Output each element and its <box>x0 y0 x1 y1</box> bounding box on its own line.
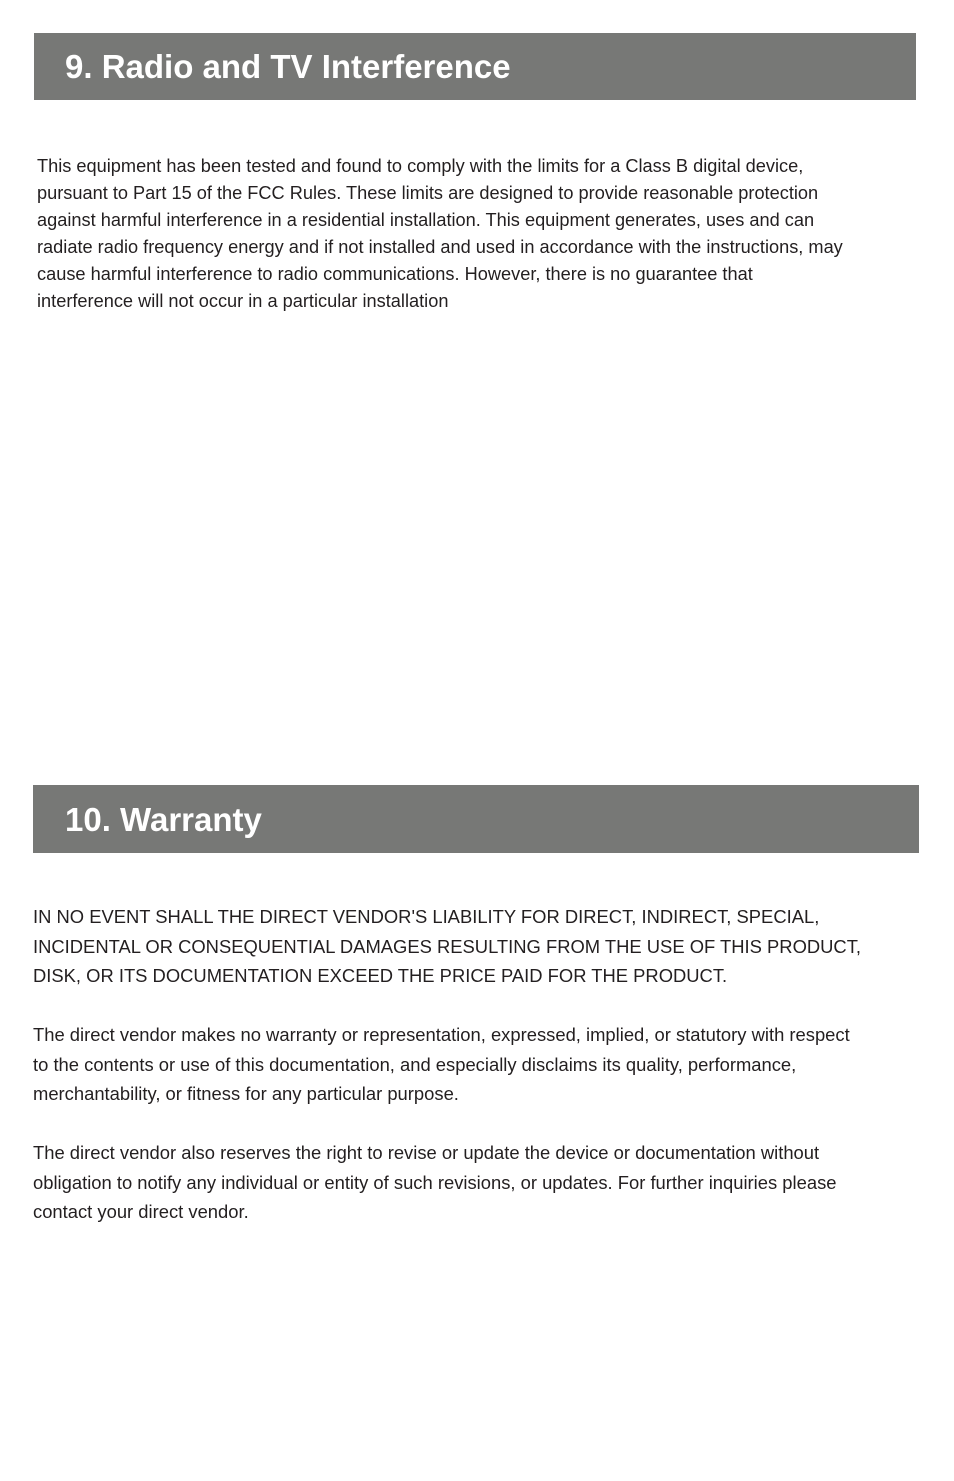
section-9-heading: 9. Radio and TV Interference <box>34 33 916 100</box>
section-10-heading: 10. Warranty <box>33 785 919 853</box>
warranty-revision-paragraph: The direct vendor also reserves the right to revise or update the device or documentation without obligation to notify any individual or entity of such revisions, or updates. For further inquiries please contact your direct vendor. <box>33 1142 837 1222</box>
warranty-disclaimer-paragraph: The direct vendor makes no warranty or representation, expressed, implied, or statutory with respect to the contents or use of this documentation, and especially disclaims its quality, performance, merchantability, or fitness for any particular purpose. <box>33 1024 850 1104</box>
fcc-compliance-paragraph: This equipment has been tested and found to comply with the limits for a Class B digital device, pursuant to Part 15 of the FCC Rules. These limits are designed to provide reasonable protection against harmful interference in a residential installation. This equipment generates, uses and can radiate radio frequency energy and if not installed and used in accordance with the instructions, may cause harmful interference to radio communications. However, there is no guarantee that interference will not occur in a particular installation <box>37 156 843 311</box>
warranty-liability-paragraph: IN NO EVENT SHALL THE DIRECT VENDOR'S LIABILITY FOR DIRECT, INDIRECT, SPECIAL, INCIDENTAL OR CONSEQUENTIAL DAMAGES RESULTING FROM THE USE OF THIS PRODUCT, DISK, OR ITS DOCUMENTATION EXCEED THE PRICE PAID FOR THE PRODUCT. <box>33 906 862 986</box>
